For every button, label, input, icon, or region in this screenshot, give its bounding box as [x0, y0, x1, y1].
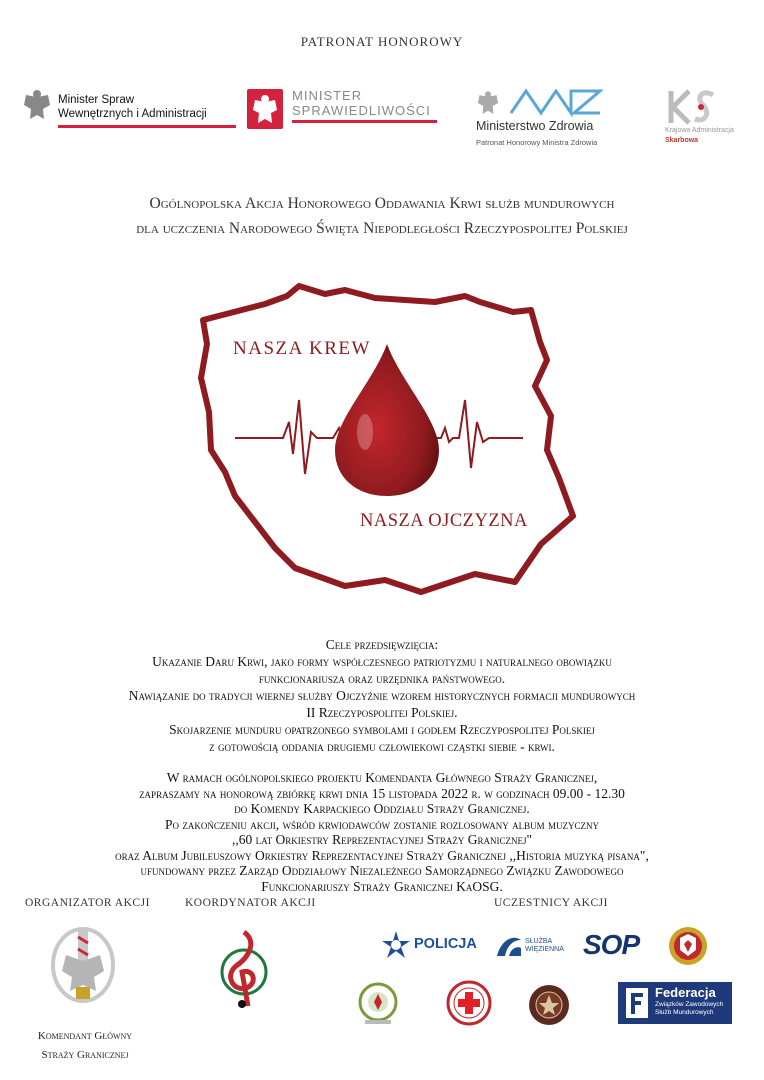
policja-logo	[381, 929, 477, 961]
blood-drop-icon	[335, 344, 439, 496]
federacja-line1: Federacja	[655, 985, 716, 1000]
poland-outline-icon	[195, 282, 580, 607]
orchestra-emblem	[218, 928, 270, 1008]
logo-ministry-justice	[247, 85, 437, 135]
ms-red-bar	[292, 120, 437, 123]
mswia-red-bar	[58, 125, 236, 128]
logo-mswia	[22, 85, 222, 135]
project-line: ,,60 lat Orkiestry Reprezentacyjnej Straży Granicznej"	[232, 832, 532, 847]
fire-service-logo	[668, 924, 708, 968]
treble-clef-icon	[218, 928, 270, 1008]
goals-line: z gotowością oddania drugiemu człowiekowi cząstki siebie - krwi.	[209, 739, 555, 754]
goals-line: Ukazanie Daru Krwi, jako formy współczesnego patriotyzmu i naturalnego obowiązku	[152, 654, 612, 669]
participants-label: UCZESTNICY AKCJI	[494, 897, 608, 909]
riflemen-logo	[528, 984, 570, 1026]
mz-name: Ministerstwo Zdrowia	[476, 119, 594, 133]
goals-line: II Rzeczypospolitej Polskiej.	[306, 705, 458, 720]
eagle-emblem-icon	[22, 87, 52, 123]
policja-text: POLICJA	[414, 936, 477, 952]
mz-mark-icon	[508, 85, 603, 117]
mswia-line1: Minister Spraw	[58, 94, 135, 106]
eagle-emblem-icon	[476, 89, 500, 117]
fire-service-emblem-icon	[668, 924, 708, 968]
hero-graphic	[195, 282, 580, 607]
project-line: Funkcjonariuszy Straży Granicznej KaOSG.	[261, 878, 503, 894]
heading-line2: dla uczczenia Narodowego Święta Niepodległości Rzeczypospolitej Polskiej	[136, 220, 628, 237]
hero-bottom-text: NASZA OJCZYZNA	[360, 511, 528, 531]
ms-line2: SPRAWIEDLIWOŚCI	[292, 103, 431, 118]
ms-line1: MINISTER	[292, 88, 363, 103]
sluzba-wiezienna-logo	[495, 932, 565, 960]
federacja-f-icon	[626, 988, 648, 1018]
federacja-line3: Służb Mundurowych	[655, 1009, 714, 1016]
sw-line2: WIĘZIENNA	[525, 946, 564, 953]
mz-sub: Patronat Honorowy Ministra Zdrowia	[476, 138, 598, 147]
patronage-title: PATRONAT HONOROWY	[300, 34, 464, 49]
logo-kas	[665, 85, 755, 144]
heading-line1: Ogólnopolska Akcja Honorowego Oddawania Krwi służb mundurowych	[149, 195, 615, 212]
hero-top-text: NASZA KREW	[233, 338, 371, 359]
project-section	[0, 770, 764, 894]
project-line: oraz Album Jubileuszowy Orkiestry Reprezentacyjnej Straży Granicznej ,,Historia muzyką pisana",	[115, 847, 649, 863]
partner-emblem-green	[357, 982, 399, 1026]
goals-line: funkcjonariusza oraz urzędnika państwowego.	[258, 671, 506, 686]
sw-wave-icon	[495, 932, 523, 958]
sop-text: SOP	[583, 929, 640, 960]
red-cross-icon	[446, 980, 492, 1026]
federacja-logo	[618, 982, 732, 1024]
goals-line: Nawiązanie do tradycji wiernej służby Ojczyźnie wzorem historycznych formacji mundurowych	[128, 688, 636, 703]
project-line: do Komendy Karpackiego Oddziału Straży Granicznej.	[234, 801, 530, 816]
mswia-line2: Wewnętrznych i Administracji	[58, 108, 207, 120]
federacja-line2: Związków Zawodowych	[655, 1001, 724, 1008]
sw-line1: SŁUŻBA	[525, 938, 553, 945]
logo-ministry-health	[476, 85, 616, 147]
goals-title: Cele przedsięwzięcia:	[325, 637, 439, 652]
organizer-label: ORGANIZATOR AKCJI	[25, 897, 150, 909]
organizer-caption-line2: Straży Granicznej	[41, 1049, 129, 1061]
goals-section	[0, 636, 764, 755]
project-line: W ramach ogólnopolskiego projektu Komendanta Głównego Straży Granicznej,	[166, 770, 598, 785]
sop-logo	[583, 928, 640, 962]
event-heading	[0, 191, 764, 241]
green-wreath-emblem-icon	[357, 982, 399, 1026]
goals-line: Skojarzenie munduru opatrzonego symbolami i godłem Rzeczypospolitej Polskiej	[169, 722, 595, 737]
organizer-caption-line1: Komendant Główny	[37, 1030, 133, 1042]
red-shield-icon	[247, 89, 283, 129]
riflemen-emblem-icon	[528, 984, 570, 1026]
kas-line2: Skarbowa	[665, 137, 699, 144]
organizer-caption	[25, 1027, 145, 1065]
red-cross-logo	[446, 980, 492, 1026]
border-guard-emblem-icon	[48, 925, 118, 1010]
police-star-icon	[381, 930, 411, 960]
kas-line1: Krajowa Administracja	[665, 127, 734, 134]
project-line: zapraszamy na honorową zbiórkę krwi dnia 15 listopada 2022 r. w godzinach 09.00 - 12.30	[139, 785, 625, 801]
coordinator-label: KOORDYNATOR AKCJI	[185, 897, 316, 909]
kas-mark-icon	[665, 87, 721, 127]
border-guard-emblem	[48, 925, 118, 1010]
project-line: ufundowany przez Zarząd Oddziałowy Niezależnego Samorządnego Związku Zawodowego	[140, 863, 624, 878]
project-line: Po zakończeniu akcji, wśród krwiodawców zostanie rozlosowany album muzyczny	[165, 816, 599, 832]
